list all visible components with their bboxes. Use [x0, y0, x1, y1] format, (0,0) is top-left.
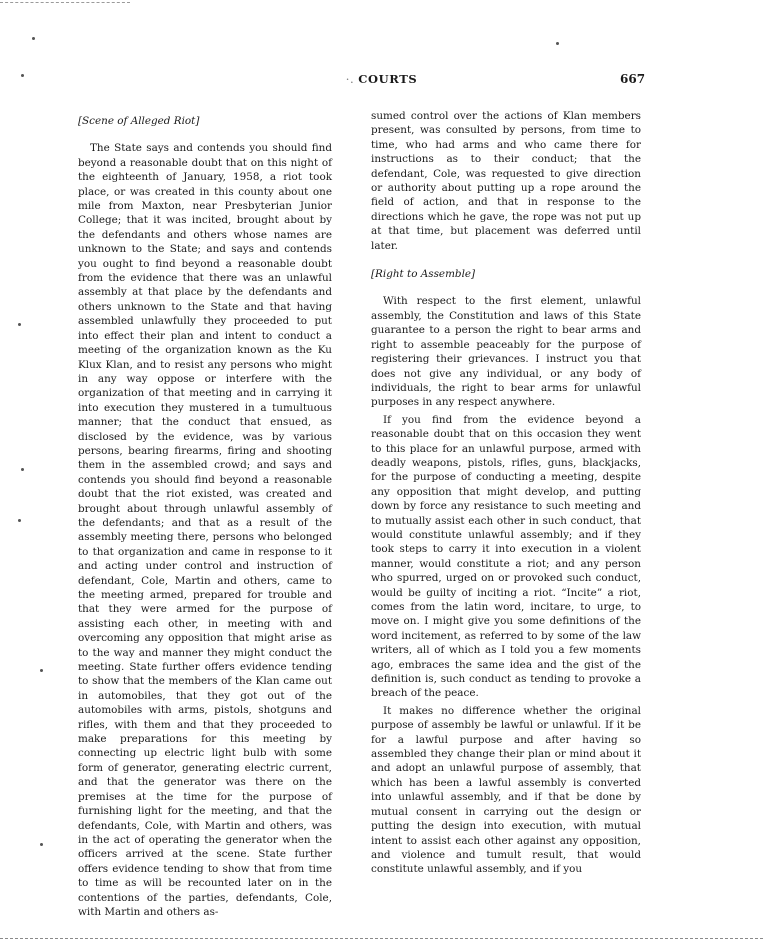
body-paragraph: It makes no difference whether the original purpose of assembly be lawful or unlawful. If it be for a lawful purpose and after having so assembled they change their plan or mind about it and adopt an unlawful purpose of assembly, that which has been a lawful assembly is converted into unlawful assembly, and if that be done by mutual consent in carrying out the design or putting the design into execution, with mutual intent to assist each other against any opposition, and violence and tumult result, that would constitute unlawful assembly, and if you — [371, 704, 641, 876]
scan-speck — [40, 843, 43, 846]
body-paragraph: With respect to the first element, unlawful assembly, the Constitution and laws of this State guarantee to a person the right to bear arms and right to assemble peaceably for the purpose of registering their grievances. I instruct you that does not give any individual, or any body of individuals, the right to bear arms for unlawful purposes in any respect anywhere. — [371, 295, 641, 409]
section-heading-scene-of-alleged-riot: [Scene of Alleged Riot] — [78, 115, 200, 127]
scan-speck — [18, 323, 21, 326]
running-header-title: COURTS — [358, 72, 418, 86]
page-number: 667 — [620, 72, 646, 86]
section-heading-right-to-assemble: [Right to Assemble] — [371, 268, 476, 281]
right-column — [371, 109, 641, 880]
running-header: ·. COURTS — [345, 72, 418, 86]
body-paragraph: If you find from the evidence beyond a reasonable doubt that on this occasion they went to this place for an unlawful purpose, armed with deadly weapons, pistols, rifles, guns, blackjacks, for the purpose of conducting a meeting, despite any opposition that might develop, and putting down by force any resistance to such meeting and to mutually assist each other in such conduct, that would constitute unlawful assembly; and if they took steps to carry it into execution in a violent manner, would constitute a riot; and any person who spurred, urged on or provoked such conduct, would be guilty of inciting a riot. “Incite” a riot, comes from the latin word, incitare, to urge, to move on. I might give you some definitions of the word incitement, as referred to by some of the law writers, all of which as I told you a few moments ago, embraces the same idea and the gist of the definition is, such conduct as tending to provoke a breach of the peace. — [371, 413, 641, 700]
scan-edge-line — [0, 2, 130, 3]
scan-speck — [18, 519, 21, 522]
scan-speck — [556, 42, 559, 45]
body-paragraph-continued: sumed control over the actions of Klan members present, was consulted by persons, from time to time, who had arms and who came there for instructions as to their conduct; that the defendant, Cole, was requested to give direction or authority about putting up a rope around the field of action, and that in response to the directions which he gave, the rope was not put up at that time, but placement was deferred until later. — [371, 110, 641, 252]
left-column — [78, 114, 332, 922]
body-paragraph: The State says and contends you should find beyond a reasonable doubt that on this night of the eighteenth of January, 1958, a riot took place, or was created in this county about one mile from Maxton, near Presbyterian Junior College; that it was incited, brought about by the defendants and others whose names are unknown to the State; and says and contends you ought to find beyond a reasonable doubt from the evidence that there was an unlawful assembly at that place by the defendants and others unknown to the State and that having assembled unlawfully they proceeded to put into effect their plan and intent to conduct a meeting of the organization known as the Ku Klux Klan, and to resist any persons who might in any way oppose or interfere with the organization of that meeting and in carrying it into execution they mustered in a tumultuous manner; that the conduct that ensued, as disclosed by the evidence, was by various persons, bearing firearms, firing and shooting them in the assembled crowd; and says and contends you should find beyond a reasonable doubt that the riot existed, was created and brought about through unlawful assembly of the defendants; and that as a result of the assembly meeting there, persons who belonged to that organization and came in response to it and acting under control and instruction of defendant, Cole, Martin and others, came to the meeting armed, prepared for trouble and that they were armed for the purpose of assisting each other, in meeting with and overcoming any opposition that might arise as to the way and manner they might conduct the meeting. State further offers evidence tending to show that the members of the Klan came out in automobiles, that they got out of the automobiles with arms, pistols, shotguns and rifles, with them and that they proceeded to make preparations for this meeting by connecting up electric light bulb with some form of generator, generating electric current, and that the generator was there on the premises at the time for the purpose of furnishing light for the meeting, and that the defendants, Cole, with Martin and others, was in the act of operating the generator when the officers arrived at the scene. State further offers evidence tending to show that from time to time as will be recounted later on in the contentions of the parties, defendants, Cole, with Martin and others as- — [78, 142, 332, 918]
scan-speck — [21, 468, 24, 471]
scan-speck — [32, 37, 35, 40]
scan-edge-line — [0, 938, 763, 939]
scan-speck — [40, 669, 43, 672]
